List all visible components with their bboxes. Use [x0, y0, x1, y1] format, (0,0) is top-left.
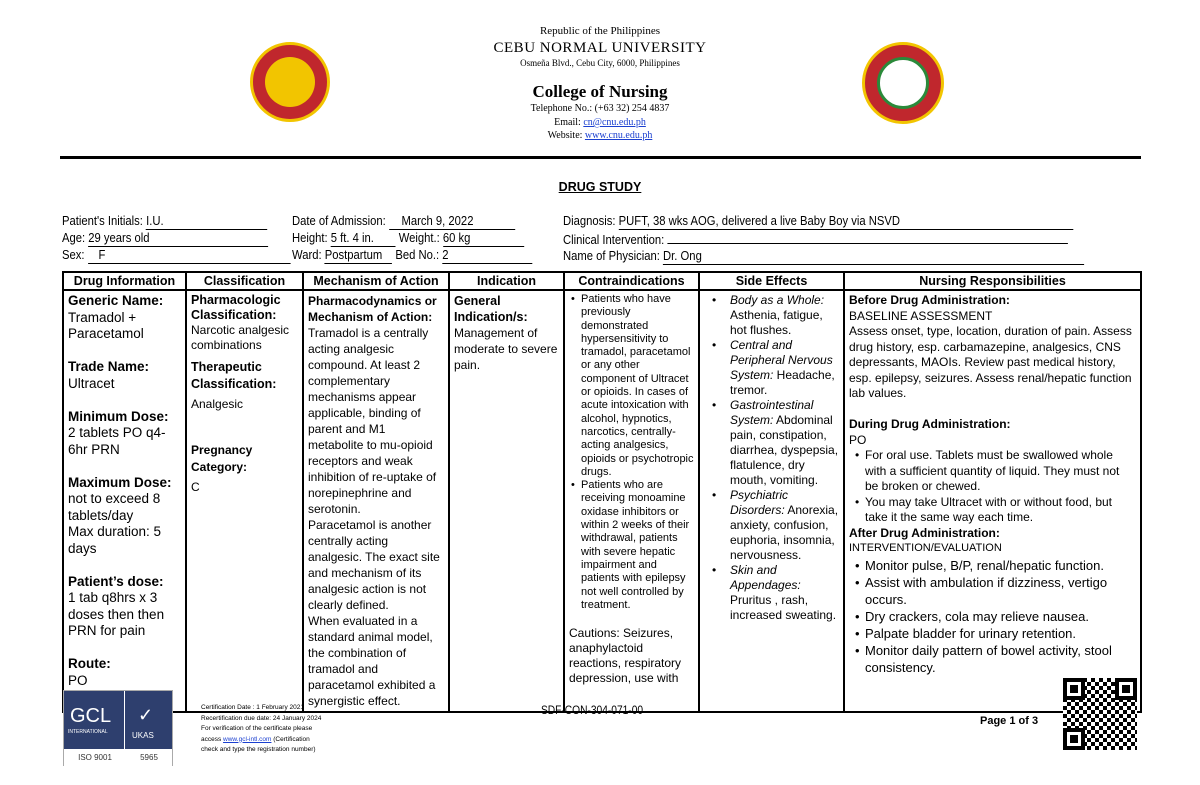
gcl-text: GCL — [70, 705, 112, 727]
after-item: • Assist with ambulation if dizziness, vertigo occurs. — [853, 574, 1136, 608]
website-label: Website: — [547, 130, 585, 141]
pregnancy-label: Pregnancy Category: — [191, 443, 253, 474]
trade-value: Ultracet — [68, 375, 115, 391]
qr-code — [1063, 678, 1137, 750]
side-effect-system: Gastrointestinal System: — [730, 398, 814, 427]
side-effect-item — [710, 488, 839, 563]
before-label: Before Drug Administration: — [849, 293, 1010, 307]
pharm-class-label: Pharmacologic Classification: — [191, 293, 281, 322]
cert-check: (Certification check and type the registration number) — [201, 735, 316, 753]
age-value: 29 years old — [88, 230, 268, 247]
ward-label: Ward: — [292, 248, 325, 262]
cert-date: Certification Date : 1 February 2021 — [201, 704, 304, 711]
nursing-cell — [844, 290, 1141, 712]
during-label: During Drug Administration: — [849, 417, 1011, 431]
max-duration: Max duration: 5 days — [68, 524, 162, 556]
certification-text — [201, 703, 326, 756]
baseline-label: BASELINE ASSESSMENT — [849, 308, 993, 323]
col-header-classification: Classification — [186, 272, 303, 290]
side-effect-text: Headache, tremor. — [730, 368, 835, 397]
side-effect-text: Anorexia, anxiety, confusion, euphoria, insomnia, nervousness. — [730, 503, 839, 562]
gcl-link[interactable]: www.gcl-intl.com — [223, 735, 272, 743]
mechanism-label: Pharmacodynamics or Mechanism of Action: — [308, 294, 437, 324]
sex-value: F — [88, 247, 291, 264]
sex-label: Sex: — [62, 248, 88, 262]
table-row — [63, 290, 1141, 712]
during-item: • You may take Ultracet with or without food, but take it the same way each time. — [853, 495, 1136, 526]
telephone: Telephone No.: (+63 32) 254 4837 — [530, 103, 670, 114]
route-value: PO — [68, 672, 88, 688]
admission-value: March 9, 2022 — [389, 213, 515, 230]
during-route: PO — [849, 432, 867, 447]
thera-class-label: Therapeutic Classification: — [191, 360, 277, 391]
initials-value: I.U. — [146, 213, 268, 230]
page-indicator — [980, 715, 1038, 727]
gcl-sub: INTERNATIONAL — [68, 729, 108, 735]
drug-study-table — [62, 271, 1142, 713]
ukas-text: UKAS — [132, 731, 154, 740]
after-item: • Palpate bladder for urinary retention. — [853, 625, 1136, 642]
side-effect-system: Body as a Whole: — [730, 293, 825, 307]
min-dose-value: 2 tablets PO q4-6hr PRN — [68, 425, 166, 457]
side-effect-text: Pruritus , rash, increased sweating. — [730, 593, 837, 622]
gcl-certification-logo — [63, 690, 173, 766]
generic-value: Tramadol + Paracetamol — [68, 309, 144, 341]
intervention-value — [667, 230, 1067, 244]
side-effect-system: Central and Peripheral Nervous System: — [730, 338, 833, 382]
after-item: • Monitor pulse, B/P, renal/hepatic function. — [853, 557, 1136, 574]
col-header-drug-info: Drug Information — [63, 272, 186, 290]
admission-label: Date of Admission: — [292, 214, 389, 228]
document-title: DRUG STUDY — [558, 180, 642, 194]
side-effect-item — [710, 293, 839, 338]
intervention-label: Clinical Intervention: — [563, 233, 665, 247]
email-line — [0, 117, 1200, 128]
col-header-mechanism: Mechanism of Action — [303, 272, 449, 290]
max-dose-label: Maximum Dose: — [68, 474, 172, 490]
after-label: After Drug Administration: — [849, 525, 1000, 540]
document-code: SDF-CON-304-071-00 — [541, 703, 644, 717]
generic-label: Generic Name: — [68, 293, 164, 308]
diagnosis-value: PUFT, 38 wks AOG, delivered a live Baby Boy via NSVD — [619, 213, 1074, 230]
col-header-contraindications: Contraindications — [564, 272, 699, 290]
col-header-indication: Indication — [449, 272, 564, 290]
weight-value: 60 kg — [443, 230, 524, 247]
after-sub: INTERVENTION/EVALUATION — [849, 542, 1002, 554]
page-number: 1 — [1009, 715, 1016, 727]
mechanism-p1: Tramadol is a centrally acting analgesic compound. At least 2 complementary mechanisms appear applicable, binding of parent and M1 metabolite to mu-opioid receptors and weak inhibition of re-uptake of norepinephrine and serotonin. — [308, 326, 437, 516]
classification-cell — [186, 290, 303, 712]
contraindication-item: • Patients who are receiving monoamine oxidase inhibitors or within 2 weeks of their withdrawal, patients with severe hepatic impairment and patients with epilepsy not well controlled by treatment. — [569, 479, 694, 612]
iso-text: ISO 9001 — [78, 753, 112, 762]
side-effect-item — [710, 398, 839, 488]
header-divider — [60, 156, 1141, 159]
pharm-class-value: Narcotic analgesic combinations — [191, 323, 290, 352]
recert-date: Recertification due date: 24 January 2024 — [201, 714, 322, 722]
side-effect-item — [710, 338, 839, 398]
email-link[interactable]: cn@cnu.edu.ph — [583, 117, 646, 128]
col-header-nursing: Nursing Responsibilities — [844, 272, 1141, 290]
cert-number: 5965 — [140, 753, 158, 762]
page-total: 3 — [1031, 715, 1039, 727]
physician-value: Dr. Ong — [663, 248, 1084, 265]
age-label: Age: — [62, 231, 89, 245]
side-effect-text: Abdominal pain, constipation, diarrhea, dyspepsia, flatulence, dry mouth, vomiting. — [730, 413, 839, 487]
initials-label: Patient's Initials: — [62, 214, 147, 228]
contraindications-cell — [564, 290, 699, 712]
side-effect-system: Skin and Appendages: — [730, 563, 801, 592]
after-item: • Dry crackers, cola may relieve nausea. — [853, 608, 1136, 625]
email-label: Email: — [554, 117, 584, 128]
cautions-text: Cautions: Seizures, anaphylactoid reactions, respiratory depression, use with — [569, 626, 682, 686]
route-label: Route: — [68, 656, 111, 671]
weight-label: Weight.: — [398, 231, 443, 245]
side-effect-item — [710, 563, 839, 623]
trade-label: Trade Name: — [68, 359, 150, 374]
max-dose-value: not to exceed 8 tablets/day — [68, 491, 161, 523]
patient-info-col3 — [563, 213, 1084, 265]
before-text: Assess onset, type, location, duration of pain. Assess drug history, esp. carbamazepine, analgesics, CNS depressants, MAOIs. Review past medical history, esp. epilepsy, seizures. Assess renal/hepatic function lab values. — [849, 324, 1132, 400]
patient-info-col2 — [292, 213, 532, 264]
physician-label: Name of Physician: — [563, 249, 664, 263]
height-value: 5 ft. 4 in. — [331, 230, 396, 247]
side-effect-system: Psychiatric Disorders: — [730, 488, 789, 517]
mechanism-cell — [303, 290, 449, 712]
col-header-side-effects: Side Effects — [699, 272, 844, 290]
side-effect-text: Asthenia, fatigue, hot flushes. — [730, 308, 823, 337]
university-name: CEBU NORMAL UNIVERSITY — [493, 40, 707, 56]
website-line — [0, 130, 1200, 141]
table-header-row — [63, 272, 1141, 290]
thera-class-value: Analgesic — [191, 397, 244, 411]
page-of: of — [1015, 715, 1032, 727]
mechanism-p2: Paracetamol is another centrally acting analgesic. The exact site and mechanism of its analgesic action is not clearly defined. — [308, 518, 440, 612]
indication-label: General Indication/s: — [454, 294, 528, 324]
after-item: • Monitor daily pattern of bowel activity, stool consistency. — [853, 642, 1136, 676]
pregnancy-value: C — [191, 480, 200, 494]
bed-value: 2 — [442, 247, 532, 264]
website-link[interactable]: www.cnu.edu.ph — [584, 130, 653, 141]
college-name: College of Nursing — [532, 82, 668, 101]
bed-label: Bed No.: — [395, 248, 443, 262]
side-effects-cell — [699, 290, 844, 712]
contraindication-item: • Patients who have previously demonstrated hypersensitivity to tramadol, paracetamol or any other component of Ultracet or opioids. In cases of acute intoxication with alcohol, hypnotics, narcotics, centrally-acting analgesics, opioids or psychotropic drugs. — [569, 293, 694, 479]
patient-dose-value: 1 tab q8hrs x 3 doses then then PRN for pain — [68, 590, 165, 638]
min-dose-label: Minimum Dose: — [68, 408, 169, 424]
mechanism-p3: When evaluated in a standard animal model, the combination of tramadol and paracetamol exhibited a synergistic effect. — [308, 614, 436, 708]
ward-value: Postpartum — [325, 247, 393, 264]
during-item: • For oral use. Tablets must be swallowed whole with a sufficient quantity of liquid. They must not be broken or chewed. — [853, 448, 1136, 495]
patient-dose-label: Patient’s dose: — [68, 573, 164, 589]
height-label: Height: — [292, 231, 331, 245]
university-address: Osmeña Blvd., Cebu City, 6000, Philippines — [520, 58, 680, 68]
drug-info-cell — [63, 290, 186, 712]
page-label: Page — [980, 715, 1010, 727]
patient-info-col1 — [62, 213, 290, 264]
indication-value: Management of moderate to severe pain. — [454, 326, 558, 372]
republic-text: Republic of the Philippines — [539, 25, 661, 37]
cert-verify: For verification of the certificate please access — [201, 725, 313, 743]
diagnosis-label: Diagnosis: — [563, 214, 619, 228]
ukas-check-icon: ✓ — [138, 705, 154, 725]
indication-cell — [449, 290, 564, 712]
